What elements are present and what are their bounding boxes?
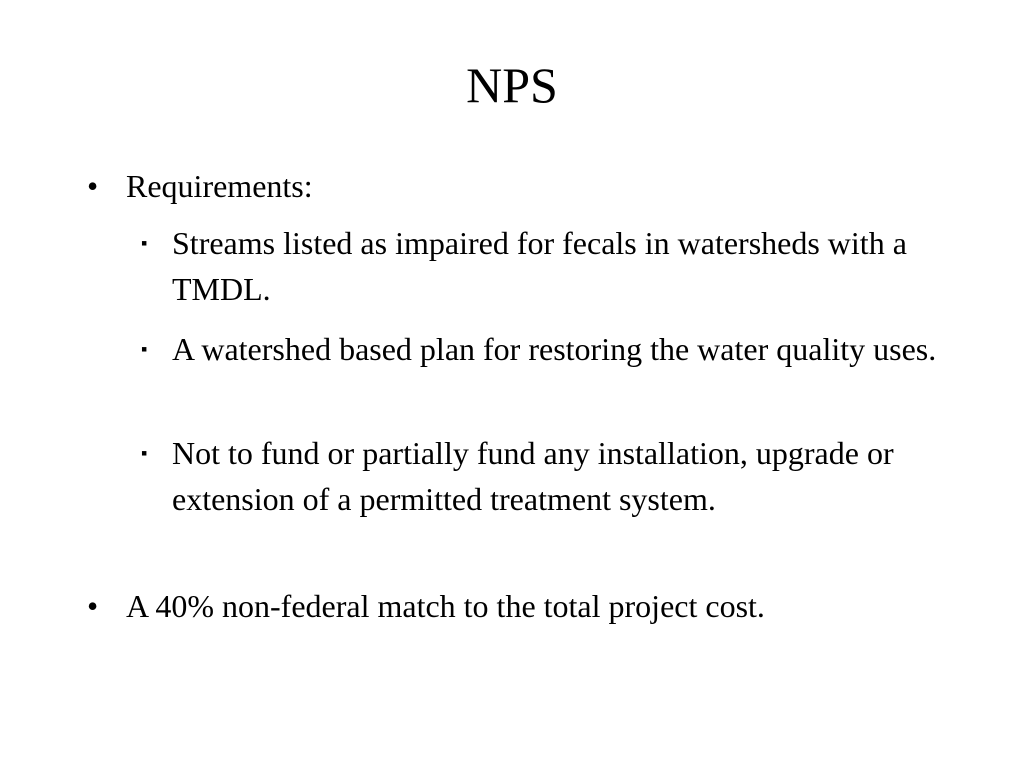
slide-title: NPS (466, 57, 558, 113)
sub-bullet-item-not-to-fund: Not to fund or partially fund any installation, upgrade or extension of a permitted treatment system. (172, 435, 894, 517)
sub-bullet-icon: ▪ (141, 443, 148, 463)
bullet-icon: • (87, 168, 99, 204)
sub-bullet-item-streams: Streams listed as impaired for fecals in watersheds with a TMDL. (172, 225, 907, 307)
sub-bullet-icon: ▪ (141, 233, 148, 253)
bullet-item-requirements: Requirements: (126, 168, 313, 204)
bullet-icon: • (87, 588, 99, 624)
bullet-item-match: A 40% non-federal match to the total project cost. (126, 588, 765, 624)
sub-bullet-item-watershed-plan: A watershed based plan for restoring the water quality uses. (172, 331, 937, 367)
sub-bullet-icon: ▪ (141, 339, 148, 359)
